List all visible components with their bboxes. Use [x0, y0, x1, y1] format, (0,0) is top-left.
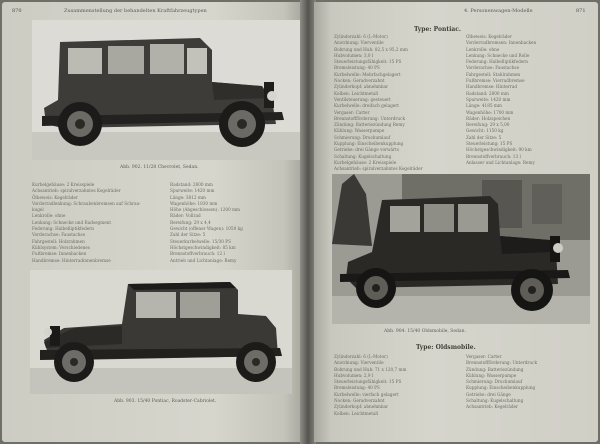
spec-line: Höchstgeschwindigkeit: 90 km — [466, 147, 532, 153]
spec-line: Vorderradlenkung: Schraubenbremsen auf Schrau- — [32, 200, 141, 206]
spec-line: kugel — [32, 207, 44, 213]
spec-line: Länge: 4185 mm — [466, 103, 502, 109]
spec-line: Lenkung: Schnecke und Rolle — [466, 52, 530, 58]
spec-line: Schaltung: Kugelschaltung — [334, 153, 392, 159]
spec-line: Zündung: Batteriezündung — [466, 366, 524, 372]
right-page — [314, 2, 598, 442]
spec-line: Kühlung: Wasserpumpe — [466, 372, 517, 378]
spec-line: Kurbelgehäuse: 2 Kreisspiele — [334, 159, 397, 165]
spec-line: Kolben: Leichtmetall — [334, 410, 379, 416]
spec-line: Bohrung und Hub: 82,5 x 95,2 mm — [334, 46, 408, 52]
spec-line: Zylinderkopf: abnehmbar — [334, 84, 389, 90]
spec-line: Zahl der Sitze: 5 — [466, 134, 502, 140]
spec-line: Anordnung: Vierventile — [334, 360, 384, 366]
spec-line: Gewicht: 1150 kg — [466, 128, 504, 134]
spec-line: Radstand: 2800 mm — [466, 90, 509, 96]
spec-line: Getriebe: drei Gänge vorwärts — [334, 147, 399, 153]
page-number-right: 871 — [576, 8, 586, 14]
spec-line: Gewicht (offener Wagen): 1050 kg — [170, 226, 243, 232]
spec-line: Bremsleistung: 40 PS — [334, 65, 380, 71]
spec-line: Schmierung: Druckumlauf — [334, 134, 391, 140]
spec-line: Höhe (Abgeschlossen): 1200 mm — [170, 207, 241, 213]
spec-column-left-1 — [32, 182, 170, 264]
spec-line: Nocken: Geradverzahnt — [334, 78, 385, 84]
spec-line: Brennstoffförderung: Unterdruck — [466, 360, 537, 366]
photo-caption-oldsmobile: Abb. 904. 15/40 Oldsmobile, Sedan. — [384, 329, 466, 334]
spec-line: Anordnung: Vierventile — [334, 40, 384, 46]
type-heading-oldsmobile: Type: Oldsmobile. — [416, 344, 476, 351]
spec-line: Achsantrieb: spiralverzahntes Kegelräder — [334, 166, 423, 172]
spec-line: Brennstoffförderung: Unterdruck — [334, 115, 405, 121]
spec-line: Federung: Halbelliptikfedern — [32, 226, 94, 232]
spec-line: Vorderachse: Faustachse — [32, 232, 86, 238]
spec-line: Räder: Vollrad — [170, 213, 201, 219]
spec-line: Lenkung: Schnecke und Radsegment — [32, 219, 112, 225]
spec-line: Kurbelwelle: dreifach gelagert — [334, 103, 399, 109]
spec-line: Spurweite: 1420 mm — [466, 96, 511, 102]
spec-line: Steuerleistung: 15 PS — [466, 141, 513, 147]
spec-column-right-2 — [466, 34, 592, 166]
spec-line: Zylinderzahl: 6 (L-Motor) — [334, 34, 388, 39]
spec-line: Brennstoffverbrauch: 13 l — [466, 153, 521, 159]
spec-line: Fahrgestell: Holzrahmen — [32, 238, 85, 244]
spec-line: Fahrgestell: Stahlrahmen — [466, 71, 521, 77]
spec-line: Länge: 3812 mm — [170, 194, 206, 200]
spec-line: Zahl der Sitze: 5 — [170, 232, 206, 238]
photo-oldsmobile-sedan — [332, 174, 590, 324]
spec-line: Ölbeweis: Kegelräder — [466, 34, 512, 39]
spec-line: Wagenhöhe: 1830 mm — [170, 200, 218, 206]
spec-line: Vorderradbremsen: Innenbacken — [466, 40, 537, 46]
spec-line: Federung: Halbelliptikfedern — [466, 59, 528, 65]
spec-line: Wagenhöhe: 1700 mm — [466, 109, 514, 115]
spec-line: Steuerleistungsfähigkeit: 15 PS — [334, 379, 402, 385]
spec-line: Kurbelwelle: Mehrfachgelagert — [334, 71, 401, 77]
spec-line: Brennstoffverbrauch: 12 l — [170, 251, 225, 257]
spec-line: Zylinderzahl: 6 (L-Motor) — [334, 354, 388, 359]
spec-line: Kupplung: Einscheibenkupplung — [334, 141, 404, 147]
spec-line: Lenkrolle: ohne — [466, 46, 500, 52]
spec-line: Zündung: Batteriezündung Remy — [334, 122, 405, 128]
page-number-left: 870 — [12, 8, 22, 14]
photo-pontiac-roadster — [30, 270, 292, 394]
spec-line: Getriebe: drei Gänge — [466, 391, 511, 397]
spec-line: Ölbeweis: Kegelräder — [32, 194, 78, 200]
spec-line: Vergaser: Carter — [466, 354, 502, 359]
spec-line: Bremsleistung: 40 PS — [334, 385, 380, 391]
spec-line: Spurweite: 1420 mm — [170, 188, 215, 194]
type-heading-pontiac: Type: Pontiac. — [414, 26, 462, 33]
spec-line: Kupplung: Einscheibenkupplung — [466, 385, 536, 391]
spec-line: Schmierung: Druckumlauf — [466, 379, 523, 385]
spec-line: Achsantrieb: Kegelräder — [466, 404, 518, 410]
spec-line: Ventilsteuerung: gesteuert — [334, 96, 391, 102]
running-head-left: Zusammenstellung der behandelten Kraftfahrzeugtypen — [64, 8, 207, 14]
spec-line: Fußbremse: Innenbacken — [32, 251, 87, 257]
spec-line: Schaltung: Kugelschaltung — [466, 398, 524, 404]
photo-caption-pontiac: Abb. 903. 15/40 Pontiac, Roadster-Cabriolet. — [114, 399, 217, 404]
spec-line: Anlasser und Lichtanlage: Remy — [466, 159, 535, 165]
running-head-right: 4. Personenwagen-Modelle — [464, 8, 533, 14]
spec-line: Nocken: Geradverzahnt — [334, 398, 385, 404]
photo-chevrolet-sedan — [32, 20, 300, 160]
spec-line: Fußbremse: Vierradbremse — [466, 78, 525, 84]
spec-line: Steuerkurbelwelle: 15/30 PS — [170, 238, 231, 244]
spec-line: Bereifung: 29 x 4,4 — [170, 219, 211, 225]
spec-line: Bereifung: 29 x 5,00 — [466, 122, 510, 128]
spec-line: Hubvolumen: 2,9 l — [334, 372, 374, 378]
spec-column-right-3 — [334, 354, 462, 417]
spec-line: Kühlung: Wasserpumpe — [334, 128, 385, 134]
spec-line: Steuerleistungsfähigkeit: 15 PS — [334, 59, 402, 65]
spec-line: Zylinderkopf: abnehmbar — [334, 404, 389, 410]
spec-line: Kurbelwelle: vierfach gelagert — [334, 391, 399, 397]
spec-line: Kurbelgehäuse: 2 Kreisspiele — [32, 182, 95, 187]
spec-line: Antrieb und Lichtanlage: Remy — [170, 257, 237, 263]
spec-line: Achsantrieb: spiralverzahntes Kegelräder — [32, 188, 121, 194]
spec-line: Vorderachse: Faustachse — [466, 65, 520, 71]
spec-column-right-1 — [334, 34, 462, 173]
spec-column-right-4 — [466, 354, 592, 411]
spec-line: Vergaser: Carter — [334, 109, 370, 115]
spec-line: Handbremse: Hinterrad — [466, 84, 518, 90]
spec-line: Radstand: 2800 mm — [170, 182, 213, 187]
spec-column-left-2 — [170, 182, 298, 264]
photo-caption-chevrolet: Abb. 902. 11/28 Chevrolet, Sedan. — [120, 165, 199, 170]
spec-line: Lenkrolle: ohne — [32, 213, 66, 219]
spec-line: Kühlsystem: Verschiedenes — [32, 244, 90, 250]
spec-line: Kolben: Leichtmetall — [334, 90, 379, 96]
spec-line: Räder: Holzspeichen — [466, 115, 511, 121]
left-page — [2, 2, 302, 442]
spec-line: Höchstgeschwindigkeit: 85 km — [170, 244, 236, 250]
spec-line: Hubvolumen: 3,0 l — [334, 52, 374, 58]
spec-line: Handbremse: Hinterradinnenbremse — [32, 257, 111, 263]
spec-line: Bohrung und Hub: 71 x 120,7 mm — [334, 366, 407, 372]
